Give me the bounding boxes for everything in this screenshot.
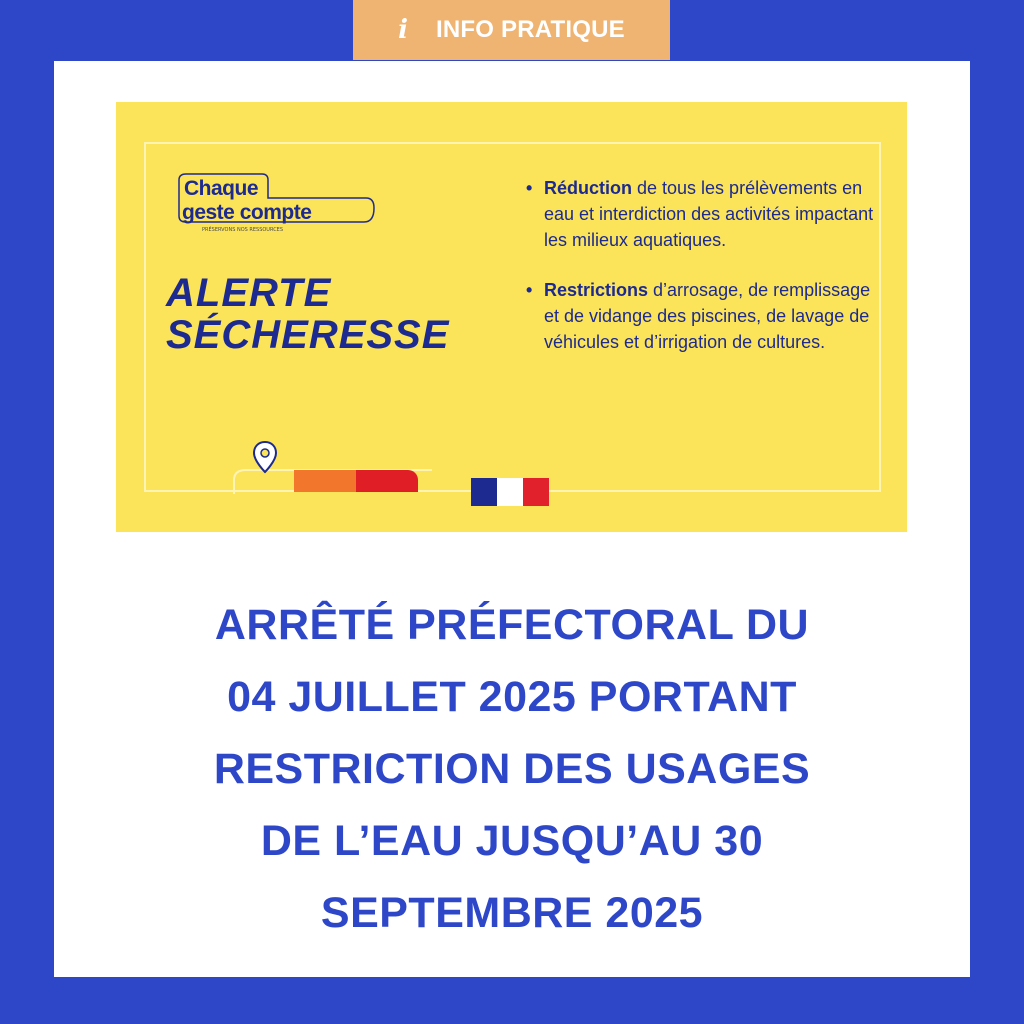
map-pin-icon xyxy=(252,440,278,474)
headline-line: ARRÊTÉ PRÉFECTORAL DU xyxy=(214,601,810,649)
bullet-bold: Restrictions xyxy=(544,280,649,300)
tag-label: INFO PRATIQUE xyxy=(436,16,625,43)
info-icon: i xyxy=(398,15,409,45)
decree-headline xyxy=(54,589,970,949)
measures-list xyxy=(526,175,886,379)
bullet-text: d’arrosage, de remplissage et de vidange des piscines, de lavage de véhicules et d’irrigation de cultures. xyxy=(544,280,871,352)
alert-title-line-1: ALERTE xyxy=(166,271,332,315)
alert-title xyxy=(166,272,496,356)
alert-level-gauge xyxy=(232,440,432,494)
bullet-bold: Réduction xyxy=(544,178,632,198)
level-segment-orange xyxy=(294,470,356,492)
logo-line-1: Chaque xyxy=(184,177,259,200)
level-segment-red xyxy=(356,470,418,492)
logo-subtitle: PRÉSERVONS NOS RESSOURCES xyxy=(202,227,284,233)
list-item xyxy=(526,277,886,355)
info-pratique-tag xyxy=(353,0,670,60)
alert-title-line-2: SÉCHERESSE xyxy=(166,313,450,357)
bullet-text: de tous les prélèvements en eau et interdiction des activités impactant les milieux aquatiques. xyxy=(544,178,874,250)
headline-line: 04 JUILLET 2025 PORTANT xyxy=(227,673,797,721)
bullet-icon: • xyxy=(526,280,533,300)
headline-line: RESTRICTION DES USAGES xyxy=(213,745,811,793)
chaque-geste-compte-logo xyxy=(174,172,379,237)
french-republic-flag-icon xyxy=(471,478,549,506)
headline-line: DE L’EAU JUSQU’AU 30 xyxy=(260,817,764,865)
drought-alert-banner xyxy=(116,102,907,532)
bullet-icon: • xyxy=(526,178,533,198)
list-item xyxy=(526,175,886,253)
logo-line-2: geste compte xyxy=(182,201,312,224)
headline-line: SEPTEMBRE 2025 xyxy=(320,889,704,937)
content-card xyxy=(54,61,970,977)
